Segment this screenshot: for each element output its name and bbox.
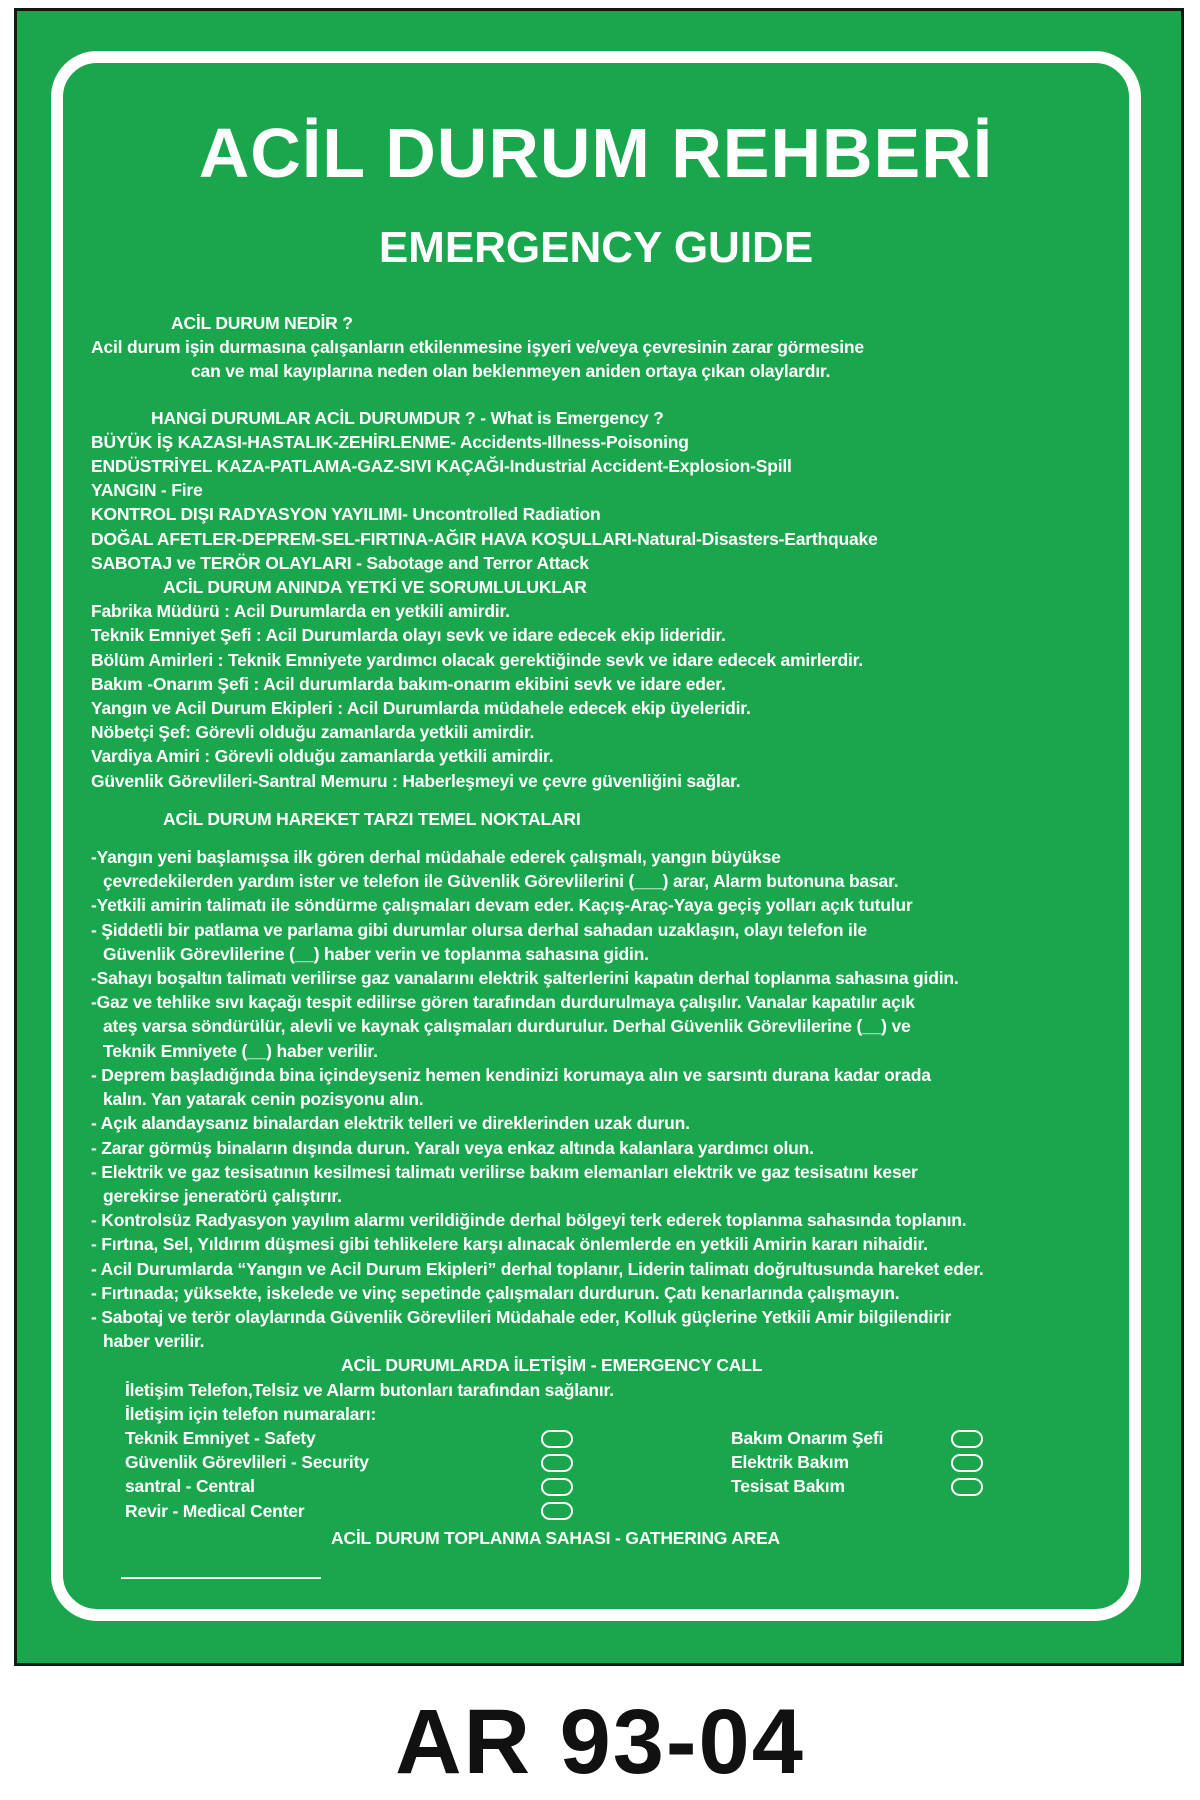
phone-list-left (125, 1426, 369, 1523)
phone-number-blank (951, 1454, 983, 1472)
action-line: Teknik Emniyete (__) haber verilir. (103, 1040, 378, 1061)
sign-inner-frame (51, 51, 1141, 1621)
which-list (91, 430, 1101, 575)
action-line: Güvenlik Görevlilerine (__) haber verin ve toplanma sahasına gidin. (103, 943, 649, 964)
gathering-area-blank-line (121, 1577, 321, 1579)
action-line: - Deprem başladığında bina içindeyseniz hemen kendinizi korumaya alın ve sarsıntı durana kadar orada (91, 1064, 931, 1085)
phone-label: Güvenlik Görevlileri - Security (125, 1452, 369, 1473)
phone-number-blank (541, 1478, 573, 1496)
list-item: Güvenlik Görevlileri-Santral Memuru : Haberleşmeyi ve çevre güvenliğini sağlar. (91, 770, 741, 791)
phone-number-blank (541, 1430, 573, 1448)
list-item: Fabrika Müdürü : Acil Durumlarda en yetkili amirdir. (91, 601, 510, 622)
phone-label: Bakım Onarım Şefi (731, 1427, 884, 1448)
action-line: - Açık alandaysanız binalardan elektrik telleri ve direklerinden uzak durun. (91, 1113, 690, 1134)
actions-heading: ACİL DURUM HAREKET TARZI TEMEL NOKTALARI (163, 808, 581, 829)
action-line: - Kontrolsüz Radyasyon yayılım alarmı verildiğinde derhal bölgeyi terk ederek toplanma sahasında toplanın. (91, 1210, 967, 1231)
list-item: ENDÜSTRİYEL KAZA-PATLAMA-GAZ-SIVI KAÇAĞI-Industrial Accident-Explosion-Spill (91, 456, 792, 477)
list-item: Teknik Emniyet Şefi : Acil Durumlarda olayı sevk ve idare edecek ekip lideridir. (91, 625, 726, 646)
what-line: Acil durum işin durmasına çalışanların etkilenmesine işyeri ve/veya çevresinin zarar görmesine (91, 337, 864, 358)
list-item: Yangın ve Acil Durum Ekipleri : Acil Durumlarda müdahele edecek ekip üyeleridir. (91, 698, 751, 719)
action-line: ateş varsa söndürülür, alevli ve kaynak çalışmaları durdurulur. Derhal Güvenlik Görevlilerine (__) ve (103, 1016, 911, 1037)
list-item: Nöbetçi Şef: Görevli olduğu zamanlarda yetkili amirdir. (91, 722, 535, 743)
list-item: Bölüm Amirleri : Teknik Emniyete yardımcı olacak gerektiğinde sevk ve idare edecek amirlerdir. (91, 649, 863, 670)
phone-number-blank (541, 1502, 573, 1520)
action-line: - Fırtına, Sel, Yıldırım düşmesi gibi tehlikelere karşı alınacak önlemlerde en yetkili Amirin kararı nihaidir. (91, 1234, 928, 1255)
sign-content (91, 311, 1101, 1550)
emergency-guide-sign (14, 8, 1184, 1666)
product-code: AR 93-04 (395, 1691, 805, 1793)
phone-number-blank (951, 1430, 983, 1448)
list-item: DOĞAL AFETLER-DEPREM-SEL-FIRTINA-AĞIR HAVA KOŞULLARI-Natural-Disasters-Earthquake (91, 528, 878, 549)
action-line: gerekirse jeneratörü çalıştırır. (103, 1185, 342, 1206)
action-line: kalın. Yan yatarak cenin pozisyonu alın. (103, 1089, 424, 1110)
action-line: - Şiddetli bir patlama ve parlama gibi durumlar olursa derhal sahadan uzaklaşın, olayı telefon ile (91, 919, 867, 940)
sign-title: ACİL DURUM REHBERİ (198, 114, 994, 192)
action-line: -Yangın yeni başlamışsa ilk gören derhal müdahale ederek çalışmalı, yangın büyükse (91, 847, 781, 868)
what-heading: ACİL DURUM NEDİR ? (171, 313, 353, 333)
list-item: Bakım -Onarım Şefi : Acil durumlarda bakım-onarım ekibini sevk ve idare eder. (91, 673, 726, 694)
action-line: - Acil Durumlarda “Yangın ve Acil Durum Ekipleri” derhal toplanır, Liderin talimatı doğrultusunda hareket eder. (91, 1258, 984, 1279)
gathering-area-label: ACİL DURUM TOPLANMA SAHASI - GATHERING AREA (331, 1527, 780, 1548)
action-line: -Gaz ve tehlike sıvı kaçağı tespit edilirse gören tarafından durdurulmaya çalışılır. Vanalar kapatılır açık (91, 992, 915, 1013)
phone-numbers (91, 1426, 1101, 1526)
call-intro-line: İletişim için telefon numaraları: (125, 1403, 377, 1424)
phone-label: Revir - Medical Center (125, 1500, 305, 1521)
action-line: - Elektrik ve gaz tesisatının kesilmesi talimatı verilirse bakım elemanları elektrik ve gaz tesisatını keser (91, 1161, 918, 1182)
phone-number-blank (541, 1454, 573, 1472)
phone-label: santral - Central (125, 1476, 255, 1497)
what-line: can ve mal kayıplarına neden olan beklenmeyen aniden ortaya çıkan olaylardır. (191, 361, 831, 382)
phone-list-right (731, 1426, 883, 1499)
phone-label: Teknik Emniyet - Safety (125, 1427, 316, 1448)
which-heading: HANGİ DURUMLAR ACİL DURUMDUR ? - What is Emergency ? (151, 407, 664, 428)
sign-subtitle: EMERGENCY GUIDE (378, 223, 814, 272)
call-intro-line: İletişim Telefon,Telsiz ve Alarm butonları tarafından sağlanır. (125, 1379, 614, 1400)
phone-number-blank (951, 1478, 983, 1496)
actions-list (91, 845, 1101, 1353)
list-item: YANGIN - Fire (91, 480, 203, 501)
action-line: - Zarar görmüş binaların dışında durun. Yaralı veya enkaz altında kalanlara yardımcı olun. (91, 1137, 814, 1158)
roles-heading: ACİL DURUM ANINDA YETKİ VE SORUMLULUKLAR (163, 577, 587, 598)
list-item: KONTROL DIŞI RADYASYON YAYILIMI- Uncontrolled Radiation (91, 504, 601, 525)
phone-label: Tesisat Bakım (731, 1476, 845, 1497)
roles-list (91, 599, 1101, 793)
list-item: Vardiya Amiri : Görevli olduğu zamanlarda yetkili amirdir. (91, 746, 554, 767)
list-item: BÜYÜK İŞ KAZASI-HASTALIK-ZEHİRLENME- Accidents-Illness-Poisoning (91, 431, 689, 452)
action-line: çevredekilerden yardım ister ve telefon ile Güvenlik Görevlilerini (___) arar, Alarm butonuna basar. (103, 871, 899, 892)
action-line: -Sahayı boşaltın talimatı verilirse gaz vanalarını elektrik şalterlerini kapatın derhal toplanma sahasına gidin. (91, 968, 959, 989)
action-line: - Sabotaj ve terör olaylarında Güvenlik Görevlileri Müdahale eder, Kolluk güçlerine Yetkili Amir bilgilendirir (91, 1306, 952, 1327)
action-line: -Yetkili amirin talimatı ile söndürme çalışmaları devam eder. Kaçış-Araç-Yaya geçiş yolları açık tutulur (91, 895, 913, 916)
call-heading: ACİL DURUMLARDA İLETİŞİM - EMERGENCY CALL (341, 1355, 763, 1376)
list-item: SABOTAJ ve TERÖR OLAYLARI - Sabotage and Terror Attack (91, 552, 589, 573)
phone-label: Elektrik Bakım (731, 1452, 849, 1473)
action-line: - Fırtınada; yüksekte, iskelede ve vinç sepetinde çalışmaları durdurun. Çatı kenarlarında çalışmayın. (91, 1282, 900, 1303)
action-line: haber verilir. (103, 1331, 205, 1352)
